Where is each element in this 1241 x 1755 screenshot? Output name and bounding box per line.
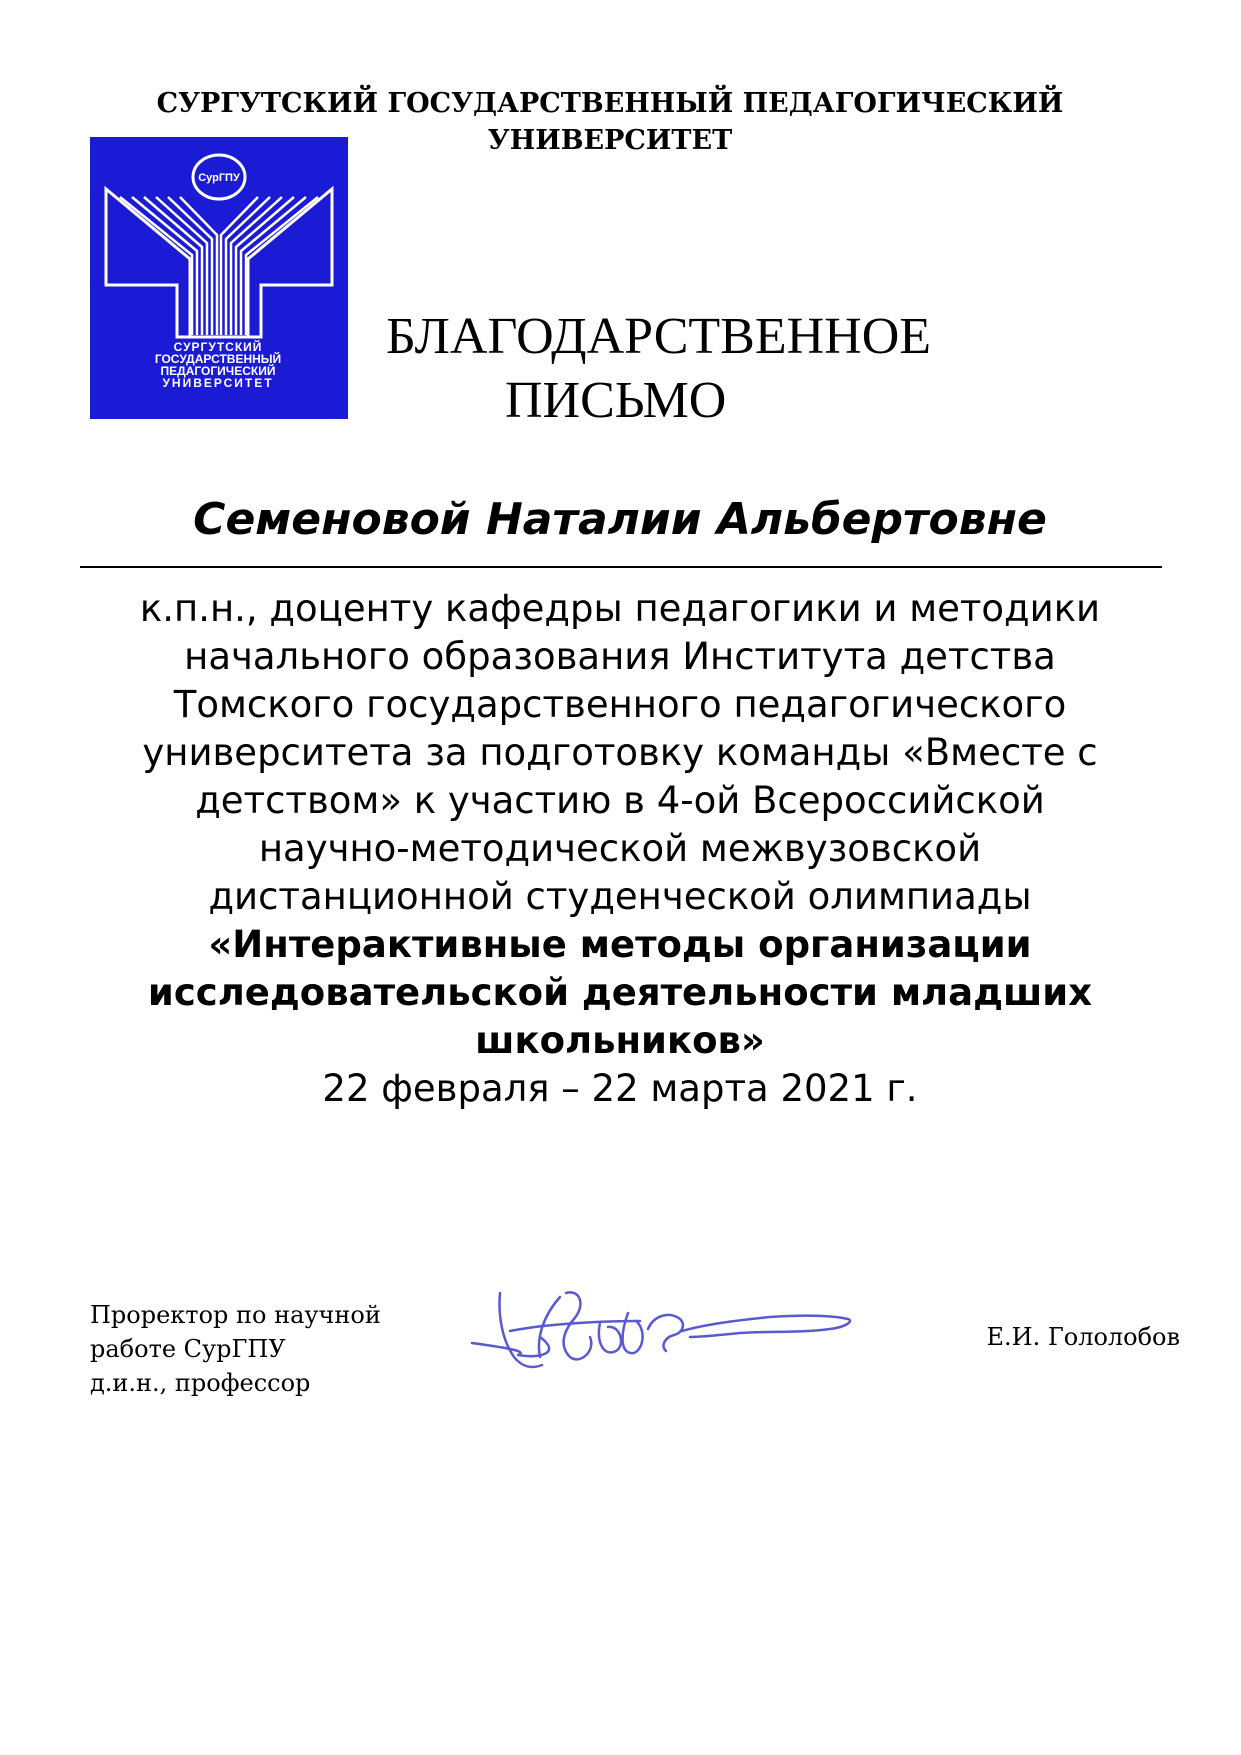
recipient-name: Семеновой Наталии Альбертовне	[193, 494, 1047, 545]
event-dates: 22 февраля – 22 марта 2021 г.	[322, 1067, 918, 1110]
olympiad-title-line: «Интерактивные методы организации	[208, 923, 1032, 966]
body-line: к.п.н., доценту кафедры педагогики и методики	[139, 587, 1101, 630]
body-line: детством» к участию в 4-ой Всероссийской	[195, 779, 1045, 822]
letter-body	[70, 585, 1170, 1113]
body-line: начального образования Института детства	[184, 635, 1056, 678]
signer-name: Е.И. Гололобов	[986, 1323, 1180, 1351]
signer-line: Проректор по научной	[90, 1301, 381, 1329]
signer-position	[90, 1298, 490, 1400]
logo-caption-2: ГОСУДАРСТВЕННЫЙ	[154, 352, 282, 366]
body-line: научно-методической межвузовской	[258, 827, 982, 870]
olympiad-title-line: школьников»	[475, 1019, 765, 1062]
university-logo	[90, 137, 348, 419]
signer-line: д.и.н., профессор	[90, 1369, 311, 1397]
recipient-underline	[80, 566, 1162, 568]
body-line: дистанционной студенческой олимпиады	[208, 875, 1032, 918]
body-line: Томского государственного педагогического	[173, 683, 1067, 726]
body-line: университета за подготовку команды «Вместе с	[142, 731, 1098, 774]
title-line-2: ПИСЬМО	[505, 372, 727, 429]
header-line-1: СУРГУТСКИЙ ГОСУДАРСТВЕННЫЙ ПЕДАГОГИЧЕСКИЙ	[156, 88, 1064, 119]
olympiad-title-line: исследовательской деятельности младших	[147, 971, 1093, 1014]
document-title	[380, 305, 980, 433]
logo-caption-3: ПЕДАГОГИЧЕСКИЙ	[160, 364, 276, 378]
handwritten-signature	[470, 1285, 890, 1385]
header-line-2: УНИВЕРСИТЕТ	[487, 125, 733, 156]
logo-caption-1: СУРГУТСКИЙ	[173, 340, 263, 354]
logo-badge-text: СурГПУ	[198, 172, 240, 184]
logo-caption-4: УНИВЕРСИТЕТ	[162, 376, 274, 390]
title-line-1: БЛАГОДАРСТВЕННОЕ	[386, 308, 932, 365]
signer-line: работе СурГПУ	[90, 1335, 286, 1363]
